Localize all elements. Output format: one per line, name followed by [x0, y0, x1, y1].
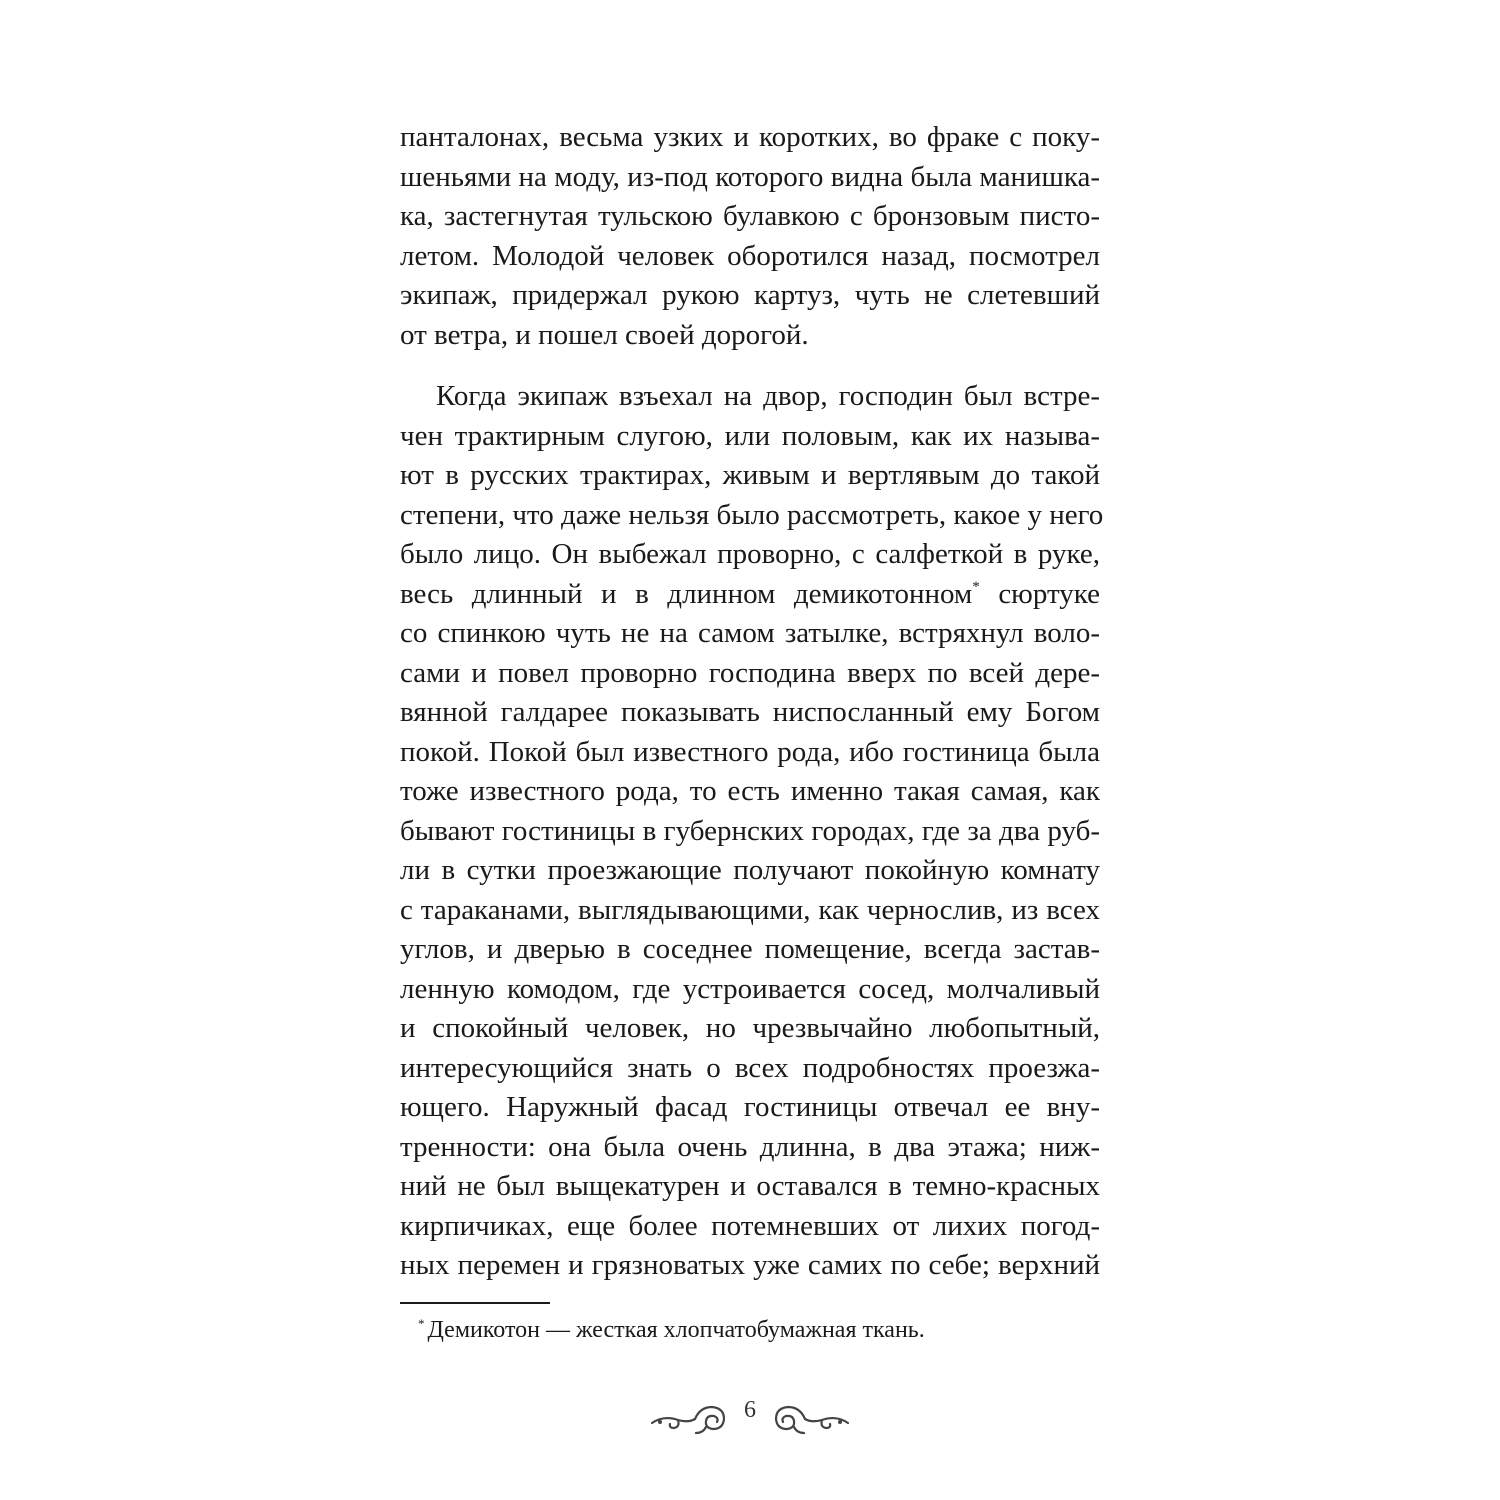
page-footer-folio: [648, 1393, 852, 1439]
text-line: углов, и дверью в соседнее помещение, всегда застав-: [400, 933, 1100, 965]
text-line: ли в сутки проезжающие получают покойную комнату: [400, 854, 1100, 886]
text-line-with-footnote: [400, 575, 1100, 615]
text-line: панталонах, весьма узких и коротких, во фраке с поку-: [400, 121, 1100, 153]
text-line: тоже известного рода, то есть именно такая самая, как: [400, 775, 1100, 807]
scroll-ornament-right-icon: [768, 1393, 852, 1439]
text-line: чен трактирным слугою, или половым, как их называ-: [400, 419, 1100, 452]
text-line: степени, что даже нельзя было рассмотреть, какое у него: [400, 498, 1104, 531]
text-line: ленную комодом, где устроивается сосед, молчаливый: [400, 972, 1100, 1005]
text-line: со спинкою чуть не на самом затылке, встряхнул воло-: [400, 617, 1100, 649]
body-text: [400, 118, 1104, 1286]
text-line: Когда экипаж взъехал на двор, господин был встре-: [436, 380, 1100, 412]
text-line: вянной галдарее показывать ниспосланный ему Богом: [400, 696, 1100, 728]
footnote-divider: [400, 1302, 550, 1304]
text-line: сами и повел проворно господина вверх по всей дере-: [400, 656, 1100, 689]
text-line: ющего. Наружный фасад гостиницы отвечал ее вну-: [400, 1091, 1100, 1123]
text-line: ний не был выщекатурен и оставался в темно-красных: [400, 1170, 1100, 1202]
footnote: [418, 1313, 1118, 1347]
text-line: ют в русских трактирах, живым и вертлявым до такой: [400, 459, 1100, 491]
text-line: летом. Молодой человек оборотился назад, посмотрел: [400, 239, 1100, 272]
text-segment: весь длинный и в длинном демикотонном: [400, 577, 973, 610]
footnote-marker: *: [418, 1316, 425, 1331]
text-line: интересующийся знать о всех подробностях проезжа-: [400, 1051, 1100, 1084]
text-line: от ветра, и пошел своей дорогой.: [400, 318, 809, 351]
text-line: было лицо. Он выбежал проворно, с салфеткой в руке,: [400, 538, 1100, 570]
text-line: экипаж, придержал рукою картуз, чуть не слетевший: [400, 279, 1100, 311]
footnote-text: Демикотон — жесткая хлопчатобумажная ткань.: [427, 1317, 925, 1343]
text-line: ных перемен и грязноватых уже самих по себе; верхний: [400, 1249, 1100, 1281]
footnote-reference-marker[interactable]: *: [972, 578, 980, 595]
text-line: и спокойный человек, но чрезвычайно любопытный,: [400, 1012, 1100, 1044]
text-line: кирпичиках, еще более потемневших от лихих погод-: [400, 1209, 1100, 1242]
text-line: шеньями на моду, из-под которого видна была манишка-: [400, 160, 1100, 193]
text-segment: сюртуке: [998, 577, 1100, 610]
text-line: бывают гостиницы в губернских городах, где за два руб-: [400, 814, 1100, 847]
text-line: покой. Покой был известного рода, ибо гостиница была: [400, 735, 1100, 768]
page-number: 6: [744, 1397, 756, 1423]
text-line: ка, застегнутая тульскою булавкою с бронзовым писто-: [400, 200, 1100, 232]
text-line: с тараканами, выглядывающими, как чернослив, из всех: [400, 893, 1100, 926]
text-line: тренности: она была очень длинна, в два этажа; ниж-: [400, 1130, 1100, 1163]
